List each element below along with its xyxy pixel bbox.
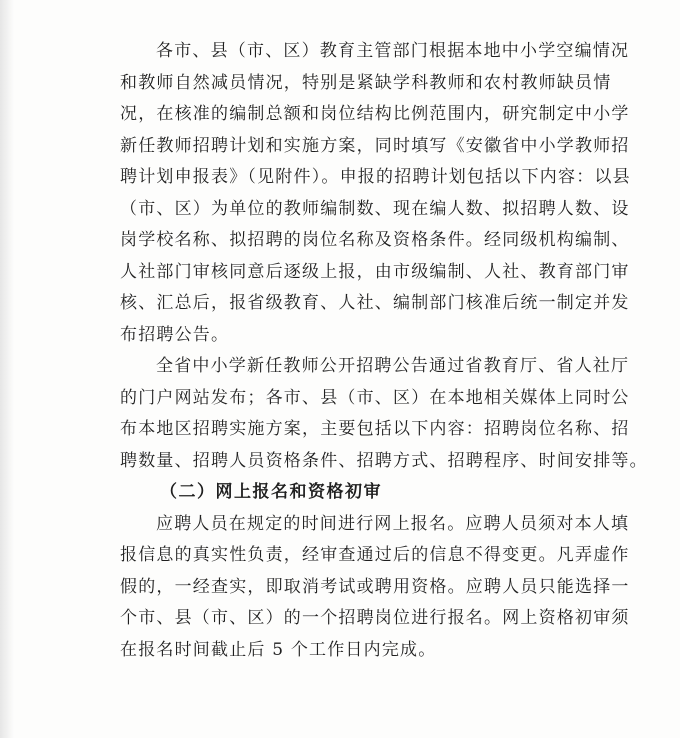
paragraph-1-line: 新任教师招聘计划和实施方案，同时填写《安徽省中小学教师招	[120, 135, 630, 156]
paragraph-2-line: 聘数量、招聘人员资格条件、招聘方式、招聘程序、时间安排等。	[120, 450, 648, 471]
paragraph-1-line: 人社部门审核同意后逐级上报，由市级编制、人社、教育部门审	[120, 261, 630, 282]
paragraph-1-line: 况，在核准的编制总额和岗位结构比例范围内，研究制定中小学	[120, 104, 630, 124]
paragraph-1-line: 核、汇总后，报省级教育、人社、编制部门核准后统一制定并发	[120, 293, 630, 313]
paragraph-3-line: 报信息的真实性负责，经审查通过后的信息不得变更。凡弄虚作	[120, 545, 630, 565]
paragraph-2-line: 布本地区招聘实施方案，主要包括以下内容：招聘岗位名称、招	[120, 419, 630, 439]
scan-edge-shadow	[0, 0, 14, 738]
paragraph-3-line: 应聘人员在规定的时间进行网上报名。应聘人员须对本人填	[156, 513, 630, 534]
paragraph-1-line: 岗学校名称、拟招聘的岗位名称及资格条件。经同级机构编制、	[120, 230, 630, 250]
paragraph-1-line: 各市、县（市、区）教育主管部门根据本地中小学空编情况	[156, 41, 630, 61]
paragraph-3-line: 假的，一经查实，即取消考试或聘用资格。应聘人员只能选择一	[120, 576, 630, 597]
section-heading: （二）网上报名和资格初审	[160, 482, 382, 502]
paragraph-3-line: 在报名时间截止后 5 个工作日内完成。	[120, 639, 437, 660]
paragraph-1-line: （市、区）为单位的教师编制数、现在编人数、拟招聘人数、设	[120, 198, 630, 219]
paragraph-3-line: 个市、县（市、区）的一个招聘岗位进行报名。网上资格初审须	[120, 608, 630, 628]
document-body	[120, 36, 648, 666]
paragraph-1-line: 布招聘公告。	[120, 324, 230, 345]
paragraph-2-line: 的门户网站发布；各市、县（市、区）在本地相关媒体上同时公	[120, 387, 630, 408]
paragraph-2-line: 全省中小学新任教师公开招聘公告通过省教育厅、省人社厅	[156, 356, 630, 376]
paragraph-1-line: 聘计划申报表》（见附件）。申报的招聘计划包括以下内容：以县	[120, 167, 631, 187]
paragraph-1-line: 和教师自然减员情况，特别是紧缺学科教师和农村教师缺员情	[120, 72, 612, 93]
